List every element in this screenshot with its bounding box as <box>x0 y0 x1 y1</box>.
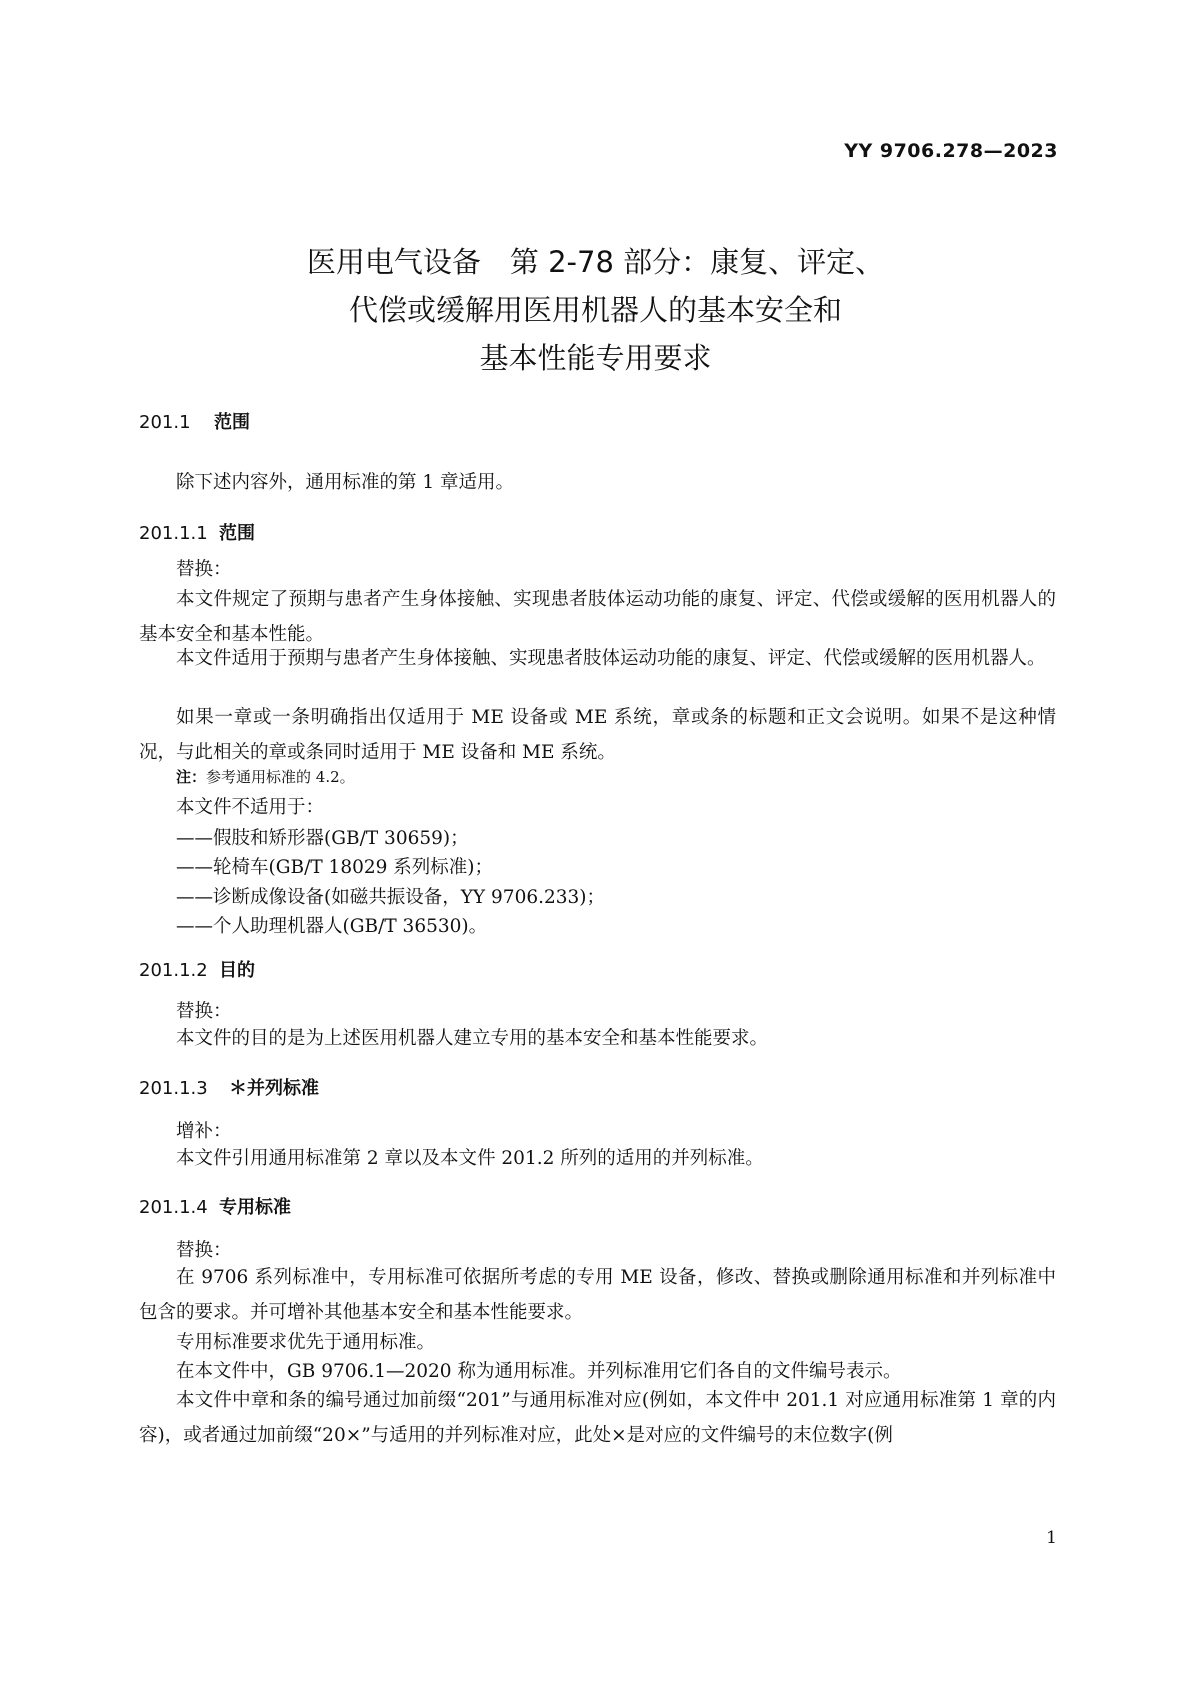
not-apply-intro: 本文件不适用于： <box>176 797 325 818</box>
title-line-3: 基本性能专用要求 <box>479 341 712 375</box>
list-item: ——轮椅车(GB/T 18029 系列标准)； <box>176 857 493 878</box>
section-heading-201-1-2 <box>139 956 255 982</box>
paragraph: 本文件引用通用标准第 2 章以及本文件 201.2 所列的适用的并列标准。 <box>176 1148 764 1169</box>
list-item: ——个人助理机器人(GB/T 36530)。 <box>176 916 488 937</box>
paragraph: 专用标准要求优先于通用标准。 <box>176 1332 436 1353</box>
title-line-1: 医用电气设备 第 2-78 部分：康复、评定、 <box>306 245 885 279</box>
note-label: 注： <box>176 768 207 786</box>
section-title: 范围 <box>214 412 250 433</box>
section-number: 201.1.4 <box>139 1197 208 1218</box>
page-number: 1 <box>1046 1528 1057 1548</box>
list-item: ——诊断成像设备(如磁共振设备，YY 9706.233)； <box>176 887 606 908</box>
section-heading-201-1-1 <box>139 519 255 545</box>
note-text: 参考通用标准的 4.2。 <box>206 768 355 786</box>
paragraph: 本文件的目的是为上述医用机器人建立专用的基本安全和基本性能要求。 <box>176 1028 769 1049</box>
replace-label: 替换： <box>176 1001 232 1022</box>
paragraph: 在 9706 系列标准中，专用标准可依据所考虑的专用 ME 设备，修改、替换或删除通用标准和并列标准中包含的要求。并可增补其他基本安全和基本性能要求。 <box>139 1267 1056 1323</box>
title-line-2: 代偿或缓解用医用机器人的基本安全和 <box>348 293 842 327</box>
section-heading-201-1-4 <box>139 1193 291 1219</box>
document-title <box>0 238 1191 382</box>
section-title: ＊并列标准 <box>229 1078 319 1099</box>
section-heading-201-1 <box>139 408 250 434</box>
list-item: ——假肢和矫形器(GB/T 30659)； <box>176 828 469 849</box>
section-number: 201.1.2 <box>139 960 208 981</box>
document-number: YY 9706.278—2023 <box>844 140 1058 162</box>
note <box>176 766 355 787</box>
paragraph: 如果一章或一条明确指出仅适用于 ME 设备或 ME 系统，章或条的标题和正文会说明。如果不是这种情况，与此相关的章或条同时适用于 ME 设备和 ME 系统。 <box>139 707 1056 763</box>
section-number: 201.1.1 <box>139 523 208 544</box>
paragraph: 在本文件中，GB 9706.1—2020 称为通用标准。并列标准用它们各自的文件编号表示。 <box>176 1361 902 1382</box>
section-title: 目的 <box>219 960 255 981</box>
section-number: 201.1.3 <box>139 1078 208 1099</box>
replace-label: 替换： <box>176 559 232 580</box>
section-title: 专用标准 <box>219 1197 291 1218</box>
supplement-label: 增补： <box>176 1121 232 1142</box>
section-number: 201.1 <box>139 412 191 433</box>
section-heading-201-1-3 <box>139 1074 319 1100</box>
replace-label: 替换： <box>176 1240 232 1261</box>
paragraph: 本文件适用于预期与患者产生身体接触、实现患者肢体运动功能的康复、评定、代偿或缓解的医用机器人。 <box>176 648 1046 669</box>
paragraph: 除下述内容外，通用标准的第 1 章适用。 <box>176 472 515 493</box>
paragraph: 本文件中章和条的编号通过加前缀“201”与通用标准对应(例如，本文件中 201.1 对应通用标准第 1 章的内容)，或者通过加前缀“20×”与适用的并列标准对应，此处×是对应的文件编号的末位数字(例 <box>139 1390 1056 1446</box>
paragraph: 本文件规定了预期与患者产生身体接触、实现患者肢体运动功能的康复、评定、代偿或缓解的医用机器人的基本安全和基本性能。 <box>139 589 1056 645</box>
section-title: 范围 <box>219 523 255 544</box>
